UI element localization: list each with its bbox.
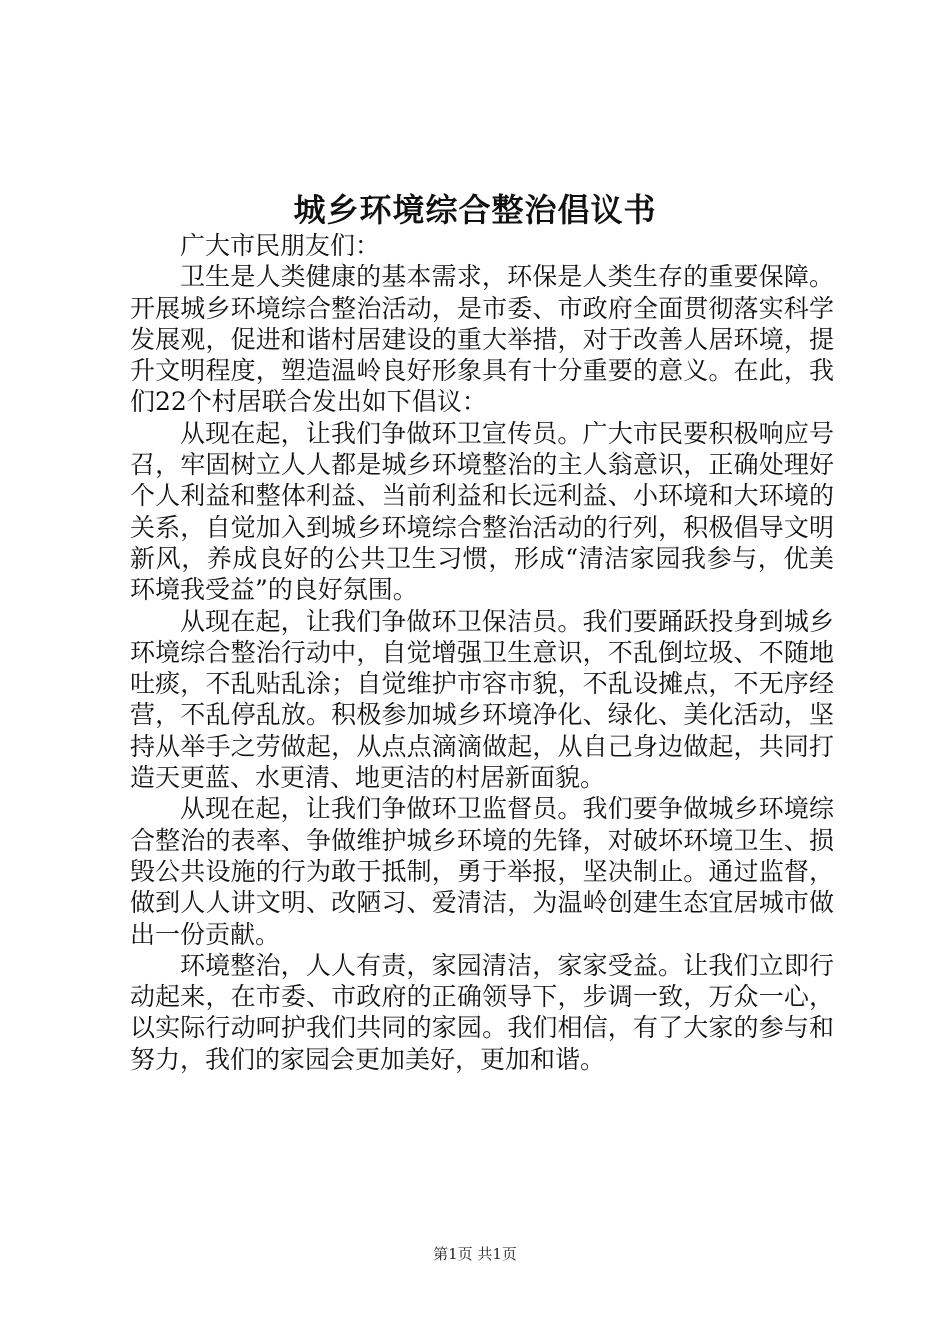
paragraph-supervisor: 从现在起，让我们争做环卫监督员。我们要争做城乡环境综合整治的表率、争做维护城乡环境的先锋，对破坏环境卫生、损毁公共设施的行为敢于抵制，勇于举报，坚决制止。通过监督，做到人人讲文明、改陋习、爱清洁，为温岭创建生态宜居城市做出一份贡献。 [130, 794, 834, 949]
page-number-footer: 第1页 共1页 [433, 1245, 517, 1263]
paragraph-propagandist: 从现在起，让我们争做环卫宣传员。广大市民要积极响应号召，牢固树立人人都是城乡环境整治的主人翁意识，正确处理好个人利益和整体利益、当前利益和长远利益、小环境和大环境的关系，自觉加入到城乡环境综合整治活动的行列，积极倡导文明新风，养成良好的公共卫生习惯，形成“清洁家园我参与，优美环境我受益”的良好氛围。 [130, 418, 834, 605]
paragraph-closing: 环境整治，人人有责，家园清洁，家家受益。让我们立即行动起来，在市委、市政府的正确领导下，步调一致，万众一心，以实际行动呵护我们共同的家园。我们相信，有了大家的参与和努力，我们的家园会更加美好，更加和谐。 [130, 950, 834, 1074]
salutation: 广大市民朋友们： [180, 231, 381, 260]
document-body [130, 230, 834, 1075]
document-title: 城乡环境综合整治倡议书 [293, 191, 657, 229]
paragraph-intro: 卫生是人类健康的基本需求，环保是人类生存的重要保障。开展城乡环境综合整治活动，是市委、市政府全面贯彻落实科学发展观，促进和谐村居建设的重大举措，对于改善人居环境，提升文明程度，塑造温岭良好形象具有十分重要的意义。在此，我们22个村居联合发出如下倡议： [130, 262, 834, 417]
paragraph-cleaner: 从现在起，让我们争做环卫保洁员。我们要踊跃投身到城乡环境综合整治行动中，自觉增强卫生意识，不乱倒垃圾、不随地吐痰，不乱贴乱涂；自觉维护市容市貌，不乱设摊点，不无序经营，不乱停乱放。积极参加城乡环境净化、绿化、美化活动，坚持从举手之劳做起，从点点滴滴做起，从自己身边做起，共同打造天更蓝、水更清、地更洁的村居新面貌。 [130, 606, 834, 793]
